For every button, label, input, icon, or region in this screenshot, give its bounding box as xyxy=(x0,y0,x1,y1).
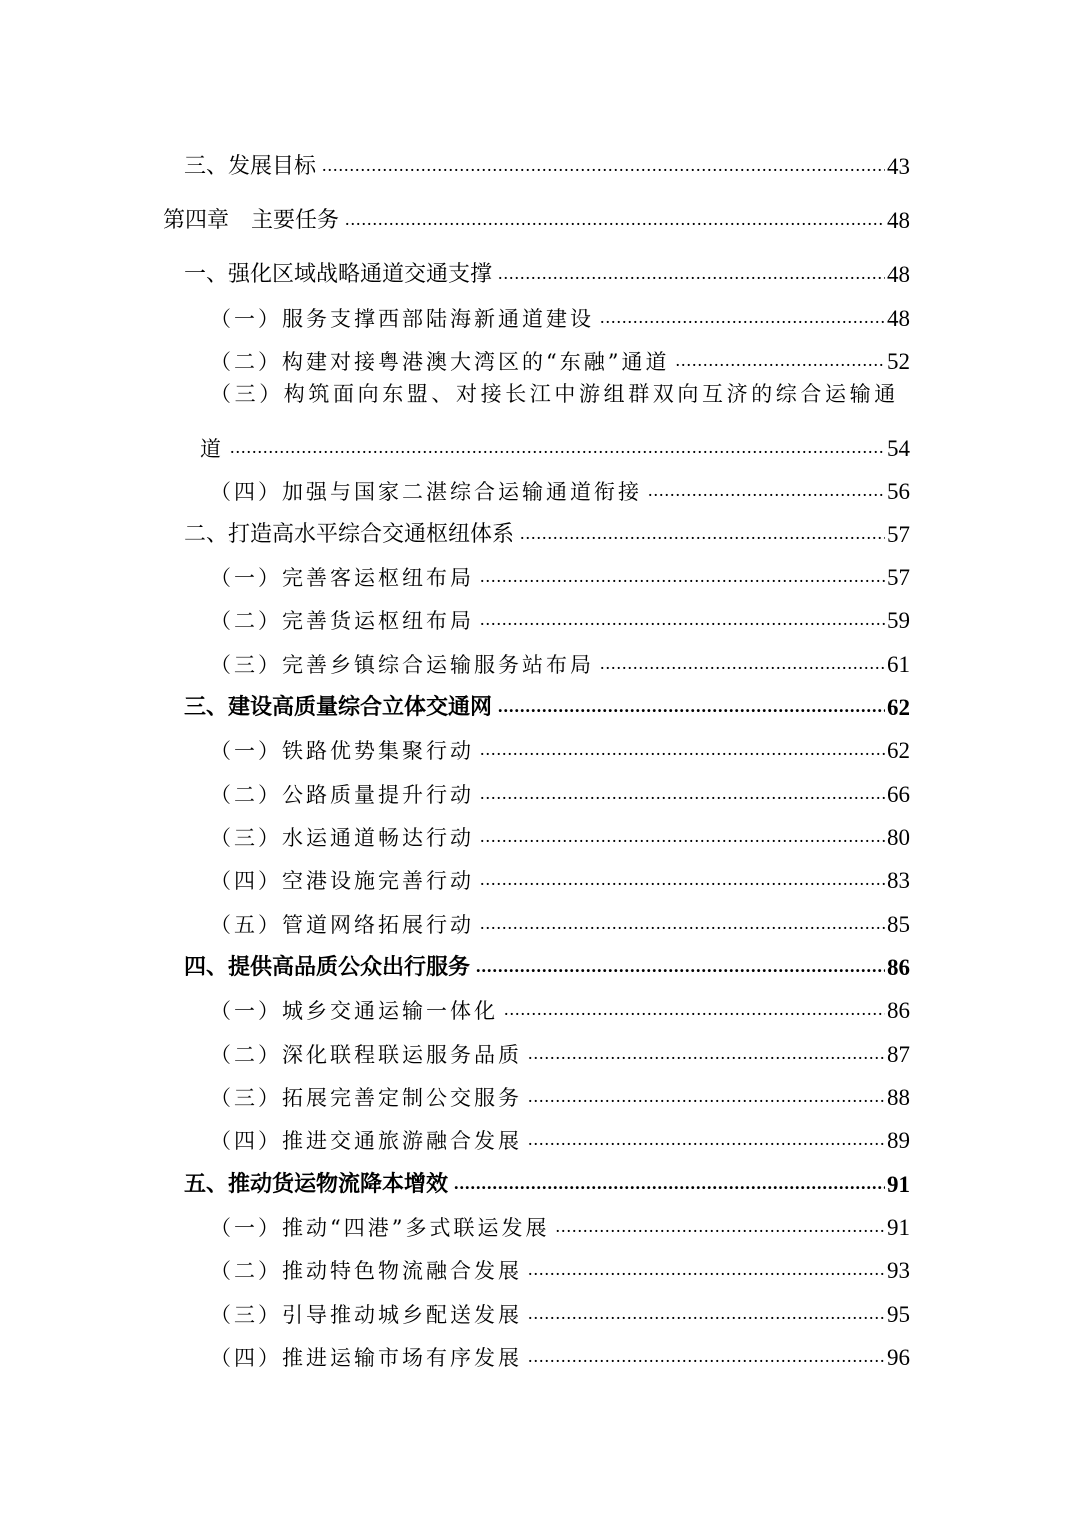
toc-leader-dots xyxy=(528,1130,885,1148)
toc-page-number: 56 xyxy=(887,479,910,504)
toc-entry-chapter-four[interactable] xyxy=(163,192,910,232)
toc-page-number: 59 xyxy=(887,608,910,633)
toc-entry-title: 二、打造高水平综合交通枢纽体系 xyxy=(184,522,515,547)
toc-page-number: 96 xyxy=(887,1345,910,1370)
toc-entry-title: （五）管道网络拓展行动 xyxy=(210,913,474,937)
toc-page-number: 87 xyxy=(887,1042,910,1067)
toc-page-number: 48 xyxy=(887,208,910,233)
toc-entry-5-4[interactable] xyxy=(210,1329,910,1369)
toc-entry-title: （二）深化联程联运服务品质 xyxy=(210,1043,522,1067)
toc-entry-title: （一）推动“四港”多式联运发展 xyxy=(210,1216,550,1240)
toc-page-number: 86 xyxy=(887,955,910,980)
toc-leader-dots xyxy=(528,1304,885,1322)
toc-entry-4-4[interactable] xyxy=(210,1112,910,1152)
toc-entry-title: （一）铁路优势集聚行动 xyxy=(210,739,474,763)
toc-entry-title: （二）公路质量提升行动 xyxy=(210,783,474,807)
toc-leader-dots xyxy=(528,1260,885,1278)
toc-entry-2-3[interactable] xyxy=(210,636,910,676)
toc-page-number: 91 xyxy=(887,1215,910,1240)
toc-entry-1-3[interactable] xyxy=(200,420,910,460)
toc-leader-dots xyxy=(480,784,885,802)
toc-entry-section-1[interactable] xyxy=(184,246,910,286)
toc-page-number: 62 xyxy=(887,738,910,763)
toc-leader-dots xyxy=(528,1347,885,1365)
toc-entry-title: （二）构建对接粤港澳大湾区的“东融”通道 xyxy=(210,350,670,374)
toc-page-number: 85 xyxy=(887,912,910,937)
toc-leader-dots xyxy=(555,1217,885,1235)
toc-entry-2-2[interactable] xyxy=(210,592,910,632)
toc-leader-dots xyxy=(345,210,885,228)
toc-page-number: 48 xyxy=(887,306,910,331)
toc-entry-title: 五、推动货运物流降本增效 xyxy=(184,1172,449,1197)
toc-entry-title: 第四章 主要任务 xyxy=(163,208,340,233)
toc-leader-dots xyxy=(600,308,885,326)
toc-page-number: 95 xyxy=(887,1302,910,1327)
toc-entry-title: 道 xyxy=(200,437,224,461)
toc-entry-4-2[interactable] xyxy=(210,1026,910,1066)
toc-leader-dots xyxy=(528,1044,885,1062)
toc-leader-dots xyxy=(230,438,885,456)
toc-page-number: 91 xyxy=(887,1172,910,1197)
toc-page-number: 48 xyxy=(887,262,910,287)
toc-entry-4-1[interactable] xyxy=(210,982,910,1022)
toc-page-number: 62 xyxy=(887,695,910,720)
toc-leader-dots xyxy=(480,610,885,628)
toc-page-number: 43 xyxy=(887,154,910,179)
toc-page-number: 66 xyxy=(887,782,910,807)
toc-entry-title: 三、发展目标 xyxy=(184,154,317,179)
toc-entry-development-goals[interactable] xyxy=(184,138,910,178)
toc-page-number: 93 xyxy=(887,1258,910,1283)
toc-page-number: 80 xyxy=(887,825,910,850)
toc-entry-title: 四、提供高品质公众出行服务 xyxy=(184,955,471,980)
toc-entry-section-3[interactable] xyxy=(184,679,910,719)
toc-page-number: 54 xyxy=(887,436,910,461)
toc-leader-dots xyxy=(520,524,885,542)
toc-leader-dots xyxy=(480,914,885,932)
toc-leader-dots xyxy=(498,697,885,715)
toc-entry-section-2[interactable] xyxy=(184,506,910,546)
toc-entry-title: 一、强化区域战略通道交通支撑 xyxy=(184,262,493,287)
toc-leader-dots xyxy=(648,481,885,499)
toc-entry-title: （三）完善乡镇综合运输服务站布局 xyxy=(210,653,594,677)
toc-entry-section-5[interactable] xyxy=(184,1156,910,1196)
toc-entry-title: （三）拓展完善定制公交服务 xyxy=(210,1086,522,1110)
toc-leader-dots xyxy=(454,1174,885,1192)
toc-entry-title: （三）引导推动城乡配送发展 xyxy=(210,1303,522,1327)
toc-leader-dots xyxy=(480,827,885,845)
toc-entry-title: （二）完善货运枢纽布局 xyxy=(210,609,474,633)
toc-leader-dots xyxy=(675,351,885,369)
toc-entry-section-4[interactable] xyxy=(184,939,910,979)
toc-entry-title: （一）城乡交通运输一体化 xyxy=(210,999,498,1023)
toc-leader-dots xyxy=(476,957,885,975)
toc-page-number: 83 xyxy=(887,868,910,893)
toc-entry-title: （四）推进运输市场有序发展 xyxy=(210,1346,522,1370)
toc-leader-dots xyxy=(600,654,885,672)
toc-entry-title: （一）服务支撑西部陆海新通道建设 xyxy=(210,307,594,331)
toc-entry-title: （三）水运通道畅达行动 xyxy=(210,826,474,850)
toc-leader-dots xyxy=(498,264,885,282)
toc-entry-5-3[interactable] xyxy=(210,1286,910,1326)
toc-entry-title: （二）推动特色物流融合发展 xyxy=(210,1259,522,1283)
toc-leader-dots xyxy=(480,567,885,585)
toc-entry-1-3-line1[interactable]: （三）构筑面向东盟、对接长江中游组群双向互济的综合运输通 xyxy=(210,382,899,406)
toc-entry-1-2[interactable] xyxy=(210,333,910,373)
toc-entry-3-5[interactable] xyxy=(210,896,910,936)
toc-leader-dots xyxy=(504,1000,885,1018)
toc-entry-1-4[interactable] xyxy=(210,463,910,503)
toc-entry-5-1[interactable] xyxy=(210,1199,910,1239)
toc-entry-3-4[interactable] xyxy=(210,852,910,892)
toc-entry-1-1[interactable] xyxy=(210,290,910,330)
toc-entry-3-2[interactable] xyxy=(210,766,910,806)
toc-page-number: 57 xyxy=(887,565,910,590)
toc-leader-dots xyxy=(480,740,885,758)
toc-entry-4-3[interactable] xyxy=(210,1069,910,1109)
toc-page-number: 61 xyxy=(887,652,910,677)
toc-entry-3-3[interactable] xyxy=(210,809,910,849)
toc-entry-title: （四）空港设施完善行动 xyxy=(210,869,474,893)
toc-entry-title: （四）推进交通旅游融合发展 xyxy=(210,1129,522,1153)
toc-leader-dots xyxy=(322,156,885,174)
toc-entry-3-1[interactable] xyxy=(210,722,910,762)
toc-page-number: 86 xyxy=(887,998,910,1023)
toc-entry-title: 三、建设高质量综合立体交通网 xyxy=(184,695,493,720)
toc-leader-dots xyxy=(528,1087,885,1105)
toc-page-number: 89 xyxy=(887,1128,910,1153)
toc-page-number: 52 xyxy=(887,349,910,374)
toc-entry-5-2[interactable] xyxy=(210,1242,910,1282)
toc-leader-dots xyxy=(480,870,885,888)
toc-page-number: 88 xyxy=(887,1085,910,1110)
toc-entry-title: （四）加强与国家二湛综合运输通道衔接 xyxy=(210,480,642,504)
toc-entry-2-1[interactable] xyxy=(210,549,910,589)
toc-page-number: 57 xyxy=(887,522,910,547)
toc-entry-title: （一）完善客运枢纽布局 xyxy=(210,566,474,590)
